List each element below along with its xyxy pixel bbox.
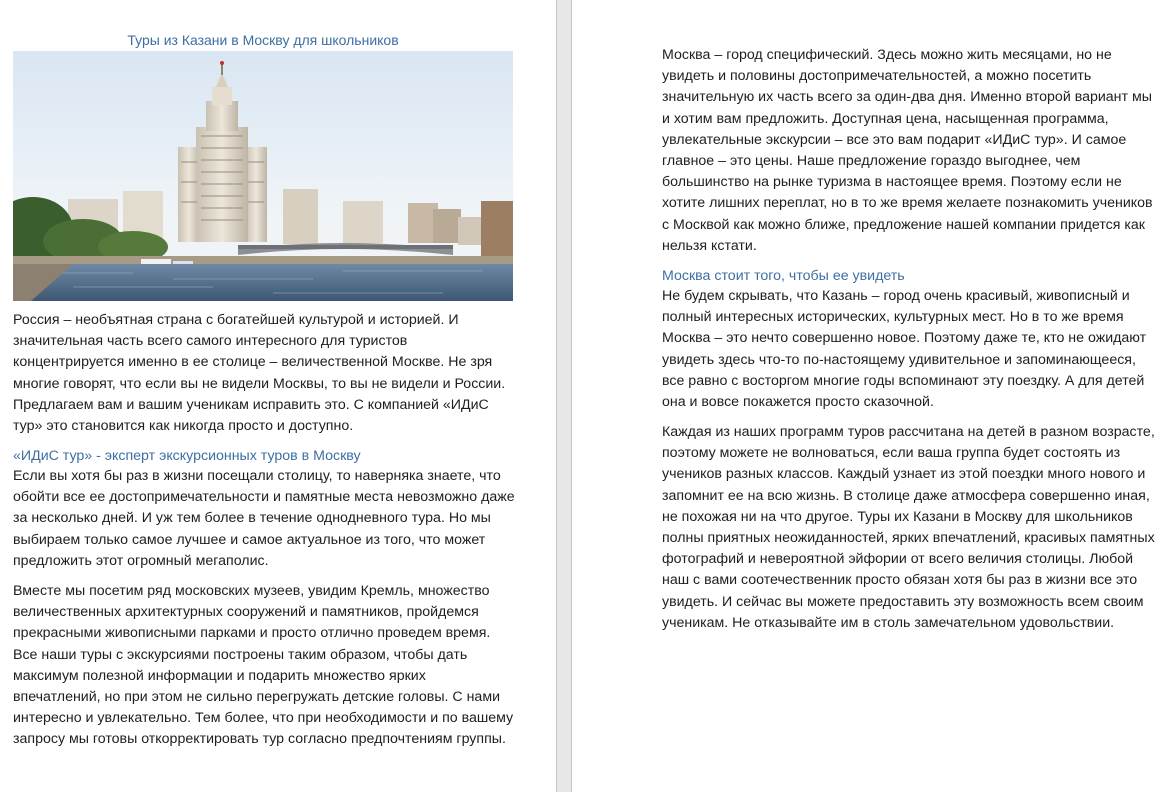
page-title: Туры из Казани в Москву для школьников [127,32,399,48]
kazan-paragraph: Не будем скрывать, что Казань – город очень красивый, живописный и полный интересных исторических, культурных мест. Но в то же время Москва – это нечто совершенно новое. Поэтому даже те, кто не ожидают увидеть здесь что-то по-настоящему удивительное и запоминающееся, все равно с восторгом многие годы вспоминают эту поездку. А для детей она и вовсе покажется просто сказочной. [662,288,1147,411]
section-heading-worth-seeing: Москва стоит того, чтобы ее увидеть [662,268,905,284]
moscow-stalin-skyscraper-photo [13,51,513,301]
expert-paragraph: Если вы хотя бы раз в жизни посещали столицу, то наверняка знаете, что обойти все ее достопримечательности и памятные места невозможно даже за несколько дней. И уж тем более в течение однодневного тура. Но мы выбираем только самое лучшее и самое актуальное из того, что может предложить этот огромный мегаполис. [13,468,515,569]
section-heading-expert: «ИДиС тур» - эксперт экскурсионных туров в Москву [13,448,361,464]
page-divider-left [556,0,557,792]
moscow-intro-paragraph: Москва – город специфический. Здесь можно жить месяцами, но не увидеть и половины достопримечательностей, а можно посетить значительную их часть всего за один-два дня. Именно второй вариант мы и хотим вам предложить. Доступная цена, насыщенная программа, увлекательные экскурсии – все это вам подарит «ИДиС тур». И самое главное – это цены. Наше предложение гораздо выгоднее, чем большинство на рынке туризма в настоящее время. Поэтому если не хотите лишних переплат, но в то же время желаете познакомить учеников с Москвой как можно ближе, предложение нашей компании придется как нельзя кстати. [662,47,1153,254]
museums-paragraph: Вместе мы посетим ряд московских музеев, увидим Кремль, множество величественных архитектурных сооружений и памятников, пройдемся прекрасными живописными парками и просто отлично проведем время. Все наши туры с экскурсиями построены таким образом, чтобы дать максимум полезной информации и подарить множество ярких впечатлений, но при этом не сильно перегружать детские головы. С нами интересно и увлекательно. Тем более, что при необходимости и по вашему запросу мы готовы откорректировать тур согласно предпочтениям группы. [13,583,514,748]
document-page-right [572,0,1175,792]
programs-paragraph: Каждая из наших программ туров рассчитана на детей в разном возрасте, поэтому можете не волноваться, если ваша группа будет состоять из учеников разных классов. Каждый узнает из этой поездки много нового и запомнит ее на всю жизнь. В столице даже атмосфера совершенно иная, не похожая ни на что другое. Туры их Казани в Москву для школьников полны приятных неожиданностей, ярких впечатлений, красивых памятных фотографий и невероятной эйфории от всего величия столицы. Любой наш с вами соотечественник просто обязан хотя бы раз в жизни все это увидеть. И сейчас вы можете предоставить эту возможность всем своим ученикам. Не отказывайте им в столь замечательном удовольствии. [662,424,1155,631]
intro-paragraph: Россия – необъятная страна с богатейшей культурой и историей. И значительная часть всего самого интересного для туристов концентрируется именно в ее столице – величественной Москве. Не зря многие говорят, что если вы не видели Москвы, то вы не видели и России. Предлагаем вам и вашим ученикам исправить это. С компанией «ИДиС тур» это становится как никогда просто и доступно. [13,312,506,435]
document-page-left [0,0,556,792]
